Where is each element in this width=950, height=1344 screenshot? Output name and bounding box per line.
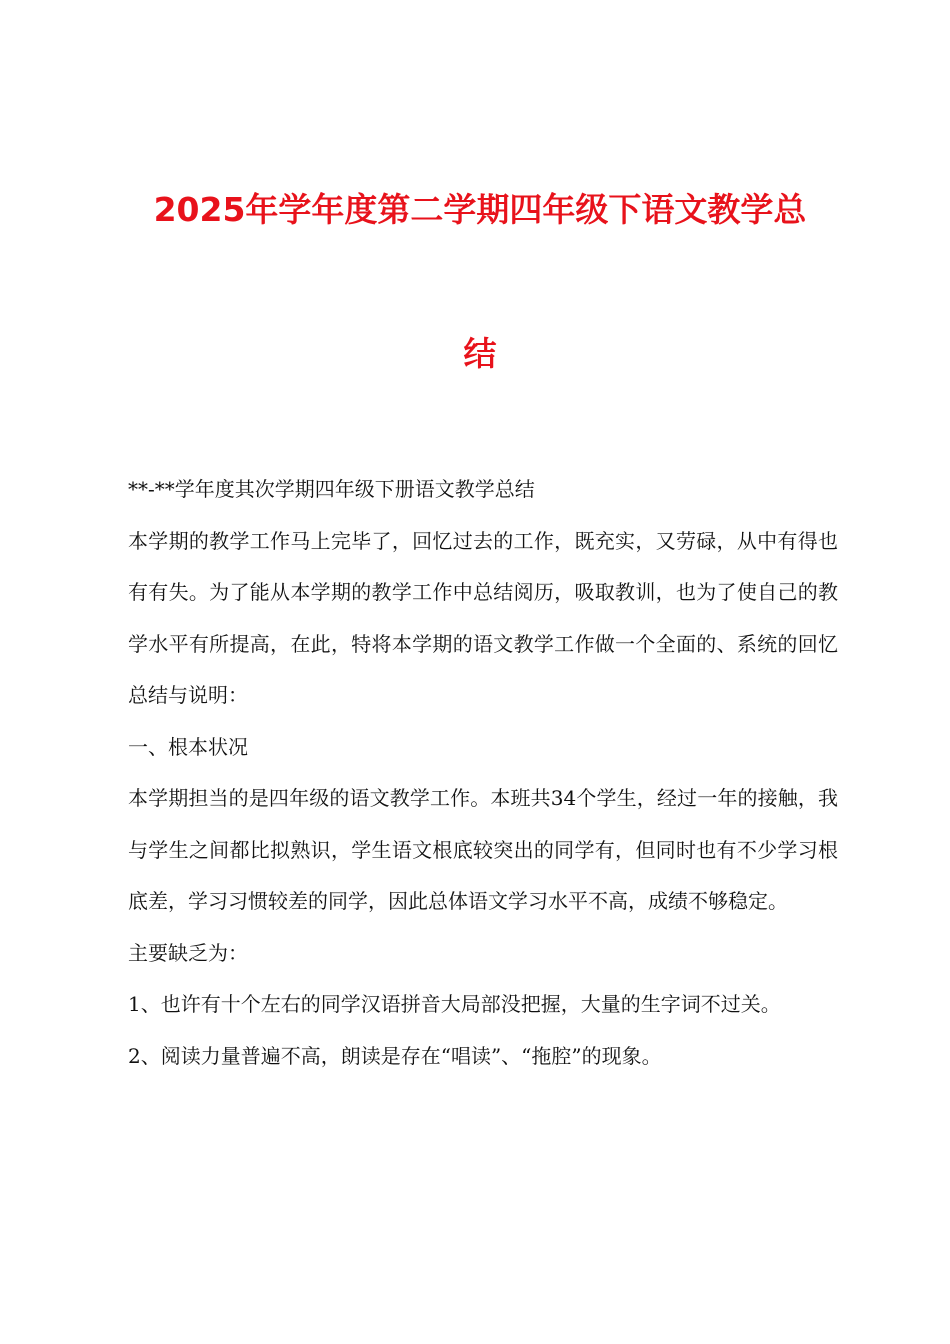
document-title-line-2: 结 [463,334,497,373]
subtitle-paragraph: **-**学年度其次学期四年级下册语文教学总结 [128,477,535,501]
shortcoming-item-1: 1、也许有十个左右的同学汉语拼音大局部没把握，大量的生字词不过关。 [128,992,781,1016]
document-body [128,464,838,1082]
shortcoming-item-2: 2、阅读力量普遍不高，朗读是存在“唱读”、“拖腔”的现象。 [128,1043,662,1068]
main-shortcomings-heading: 主要缺乏为： [128,940,248,965]
basic-situation-paragraph: 本学期担当的是四年级的语文教学工作。本班共34个学生，经过一年的接触，我与学生之间都比拟熟识，学生语文根底较突出的同学有，但同时也有不少学习根底差，学习习惯较差的同学，因此总体语文学习水平不高，成绩不够稳定。 [128,786,838,913]
intro-paragraph: 本学期的教学工作马上完毕了，回忆过去的工作，既充实，又劳碌，从中有得也有有失。为了能从本学期的教学工作中总结阅历，吸取教训，也为了使自己的教学水平有所提高，在此，特将本学期的语文教学工作做一个全面的、系统的回忆总结与说明： [128,528,838,707]
section-heading-basic-situation: 一、根本状况 [128,734,248,759]
document-title-line-1: 2025年学年度第二学期四年级下语文教学总 [153,190,807,229]
